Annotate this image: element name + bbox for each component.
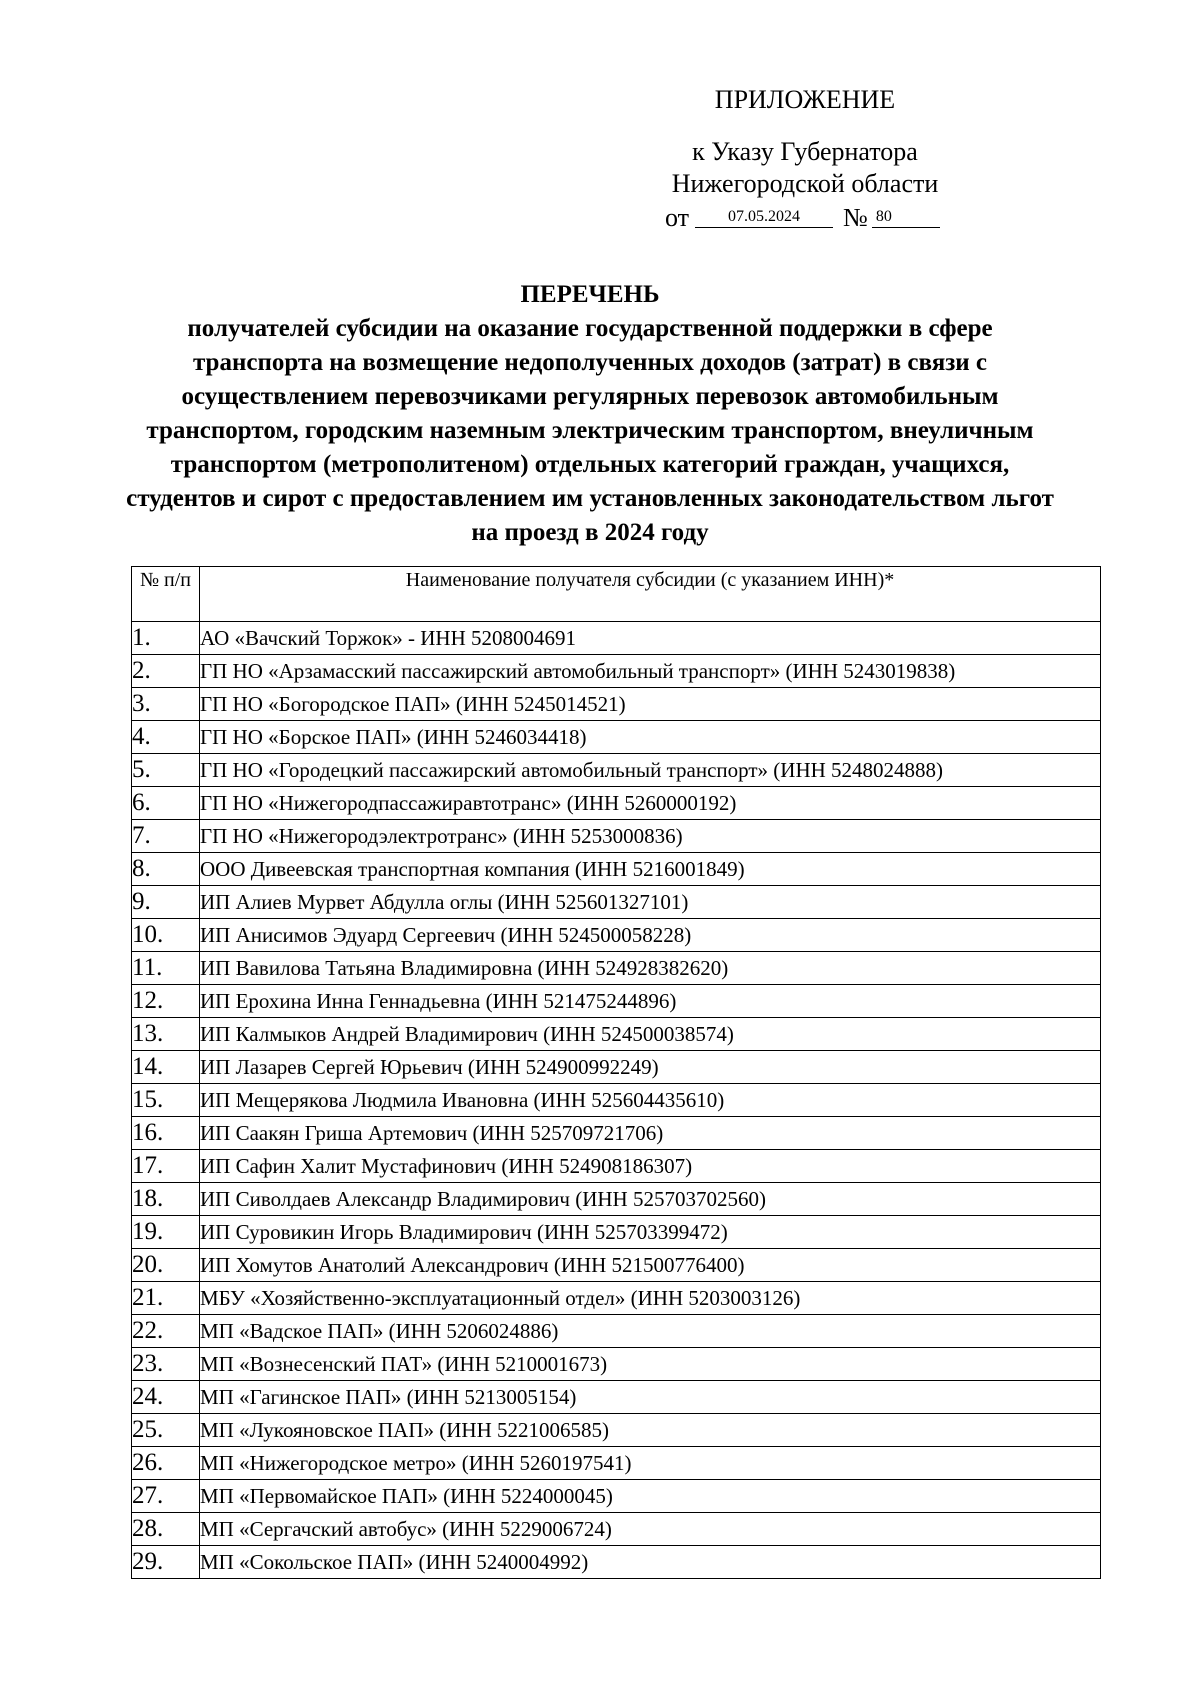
recipient-name: ИП Анисимов Эдуард Сергеевич (ИНН 524500058228) [200, 919, 1101, 952]
appendix-title: ПРИЛОЖЕНИЕ [714, 85, 896, 114]
row-number: 7. [132, 820, 200, 853]
recipient-name: АО «Вачский Торжок» - ИНН 5208004691 [200, 622, 1101, 655]
table-row [132, 1084, 1101, 1117]
table-row [132, 1183, 1101, 1216]
recipient-name: ООО Дивеевская транспортная компания (ИНН 5216001849) [200, 853, 1101, 886]
recipient-name: МП «Вадское ПАП» (ИНН 5206024886) [200, 1315, 1101, 1348]
recipient-name: ГП НО «Арзамасский пассажирский автомобильный транспорт» (ИНН 5243019838) [200, 655, 1101, 688]
table-row [132, 1414, 1101, 1447]
table-body [132, 622, 1101, 1579]
row-number: 13. [132, 1018, 200, 1051]
row-number: 18. [132, 1183, 200, 1216]
table-row [132, 820, 1101, 853]
table-row [132, 622, 1101, 655]
table-row [132, 1513, 1101, 1546]
table-row [132, 886, 1101, 919]
recipient-name: ИП Саакян Гриша Артемович (ИНН 525709721706) [200, 1117, 1101, 1150]
row-number: 5. [132, 754, 200, 787]
recipient-name: МП «Вознесенский ПАТ» (ИНН 5210001673) [200, 1348, 1101, 1381]
row-number: 1. [132, 622, 200, 655]
table-row [132, 1150, 1101, 1183]
table-row [132, 1249, 1101, 1282]
row-number: 28. [132, 1513, 200, 1546]
number-sign: № [843, 203, 868, 232]
row-number: 20. [132, 1249, 200, 1282]
table-row [132, 1051, 1101, 1084]
row-number: 23. [132, 1348, 200, 1381]
appendix-region-line: Нижегородской области [671, 169, 939, 198]
decree-number: 80 [872, 207, 940, 228]
row-number: 19. [132, 1216, 200, 1249]
table-row [132, 1447, 1101, 1480]
appendix-decree-line: к Указу Губернатора [692, 137, 918, 166]
row-number: 10. [132, 919, 200, 952]
recipient-name: МП «Гагинское ПАП» (ИНН 5213005154) [200, 1381, 1101, 1414]
table-row [132, 655, 1101, 688]
recipient-name: ИП Лазарев Сергей Юрьевич (ИНН 524900992249) [200, 1051, 1101, 1084]
row-number: 27. [132, 1480, 200, 1513]
document-title-block [120, 278, 1060, 550]
recipients-table [131, 566, 1101, 1579]
recipient-name: ИП Хомутов Анатолий Александрович (ИНН 521500776400) [200, 1249, 1101, 1282]
decree-date: 07.05.2024 [695, 207, 833, 228]
recipient-name: ГП НО «Городецкий пассажирский автомобильный транспорт» (ИНН 5248024888) [200, 754, 1101, 787]
table-row [132, 754, 1101, 787]
table-header-row [132, 567, 1101, 622]
recipient-name: ИП Алиев Мурвет Абдулла оглы (ИНН 525601327101) [200, 886, 1101, 919]
recipient-name: МБУ «Хозяйственно-эксплуатационный отдел» (ИНН 5203003126) [200, 1282, 1101, 1315]
table-row [132, 1381, 1101, 1414]
row-number: 2. [132, 655, 200, 688]
document-title: ПЕРЕЧЕНЬ [520, 281, 660, 308]
row-number: 24. [132, 1381, 200, 1414]
table-row [132, 1315, 1101, 1348]
table-row [132, 985, 1101, 1018]
table-row [132, 1282, 1101, 1315]
recipient-name: МП «Лукояновское ПАП» (ИНН 5221006585) [200, 1414, 1101, 1447]
header-recipient-name: Наименование получателя субсидии (с указанием ИНН)* [200, 567, 1101, 622]
table-row [132, 787, 1101, 820]
table-row [132, 688, 1101, 721]
row-number: 25. [132, 1414, 200, 1447]
table-row [132, 721, 1101, 754]
recipient-name: ГП НО «Борское ПАП» (ИНН 5246034418) [200, 721, 1101, 754]
row-number: 22. [132, 1315, 200, 1348]
recipient-name: ИП Мещерякова Людмила Ивановна (ИНН 525604435610) [200, 1084, 1101, 1117]
recipient-name: МП «Первомайское ПАП» (ИНН 5224000045) [200, 1480, 1101, 1513]
row-number: 15. [132, 1084, 200, 1117]
row-number: 9. [132, 886, 200, 919]
row-number: 8. [132, 853, 200, 886]
header-number: № п/п [132, 567, 200, 622]
recipient-name: ИП Вавилова Татьяна Владимировна (ИНН 524928382620) [200, 952, 1101, 985]
recipient-name: ИП Ерохина Инна Геннадьевна (ИНН 521475244896) [200, 985, 1101, 1018]
date-prefix: от [665, 203, 690, 232]
table-row [132, 1018, 1101, 1051]
table-row [132, 1480, 1101, 1513]
table-row [132, 1216, 1101, 1249]
recipient-name: ГП НО «Богородское ПАП» (ИНН 5245014521) [200, 688, 1101, 721]
table-row [132, 853, 1101, 886]
table-row [132, 919, 1101, 952]
table-row [132, 1348, 1101, 1381]
row-number: 12. [132, 985, 200, 1018]
decree-date-line [665, 200, 980, 234]
table-row [132, 952, 1101, 985]
row-number: 14. [132, 1051, 200, 1084]
row-number: 21. [132, 1282, 200, 1315]
row-number: 3. [132, 688, 200, 721]
row-number: 6. [132, 787, 200, 820]
recipient-name: ИП Суровикин Игорь Владимирович (ИНН 525703399472) [200, 1216, 1101, 1249]
table-row [132, 1117, 1101, 1150]
recipient-name: ИП Сиволдаев Александр Владимирович (ИНН 525703702560) [200, 1183, 1101, 1216]
recipient-name: ГП НО «Нижегородэлектротранс» (ИНН 5253000836) [200, 820, 1101, 853]
document-subtitle: получателей субсидии на оказание государственной поддержки в сфере транспорта на возмещение недополученных доходов (затрат) в связи с осуществлением перевозчиками регулярных перевозок автомобильным транспортом, городским наземным электрическим транспортом, внеуличным транспортом (метрополитеном) отдельных категорий граждан, учащихся, студентов и сирот с предоставлением им установленных законодательством льгот на проезд в 2024 году [126, 315, 1054, 546]
recipient-name: ИП Калмыков Андрей Владимирович (ИНН 524500038574) [200, 1018, 1101, 1051]
appendix-block [630, 84, 980, 234]
recipient-name: МП «Сокольское ПАП» (ИНН 5240004992) [200, 1546, 1101, 1579]
row-number: 29. [132, 1546, 200, 1579]
row-number: 4. [132, 721, 200, 754]
recipient-name: ГП НО «Нижегородпассажиравтотранс» (ИНН 5260000192) [200, 787, 1101, 820]
row-number: 16. [132, 1117, 200, 1150]
row-number: 11. [132, 952, 200, 985]
table-row [132, 1546, 1101, 1579]
recipient-name: МП «Сергачский автобус» (ИНН 5229006724) [200, 1513, 1101, 1546]
row-number: 17. [132, 1150, 200, 1183]
recipient-name: МП «Нижегородское метро» (ИНН 5260197541) [200, 1447, 1101, 1480]
recipient-name: ИП Сафин Халит Мустафинович (ИНН 524908186307) [200, 1150, 1101, 1183]
row-number: 26. [132, 1447, 200, 1480]
